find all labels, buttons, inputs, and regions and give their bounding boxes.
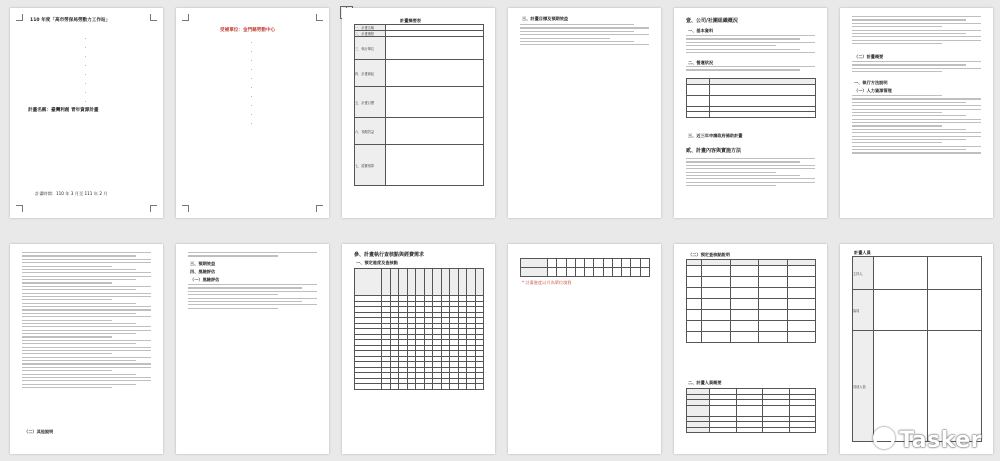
body-text: [852, 61, 981, 75]
subheading: 一、執行方法說明: [854, 80, 888, 85]
body-text: [188, 284, 317, 311]
page-10[interactable]: [508, 244, 661, 454]
dotted-guide: [85, 38, 86, 110]
crop-mark: [182, 205, 189, 212]
section-heading: 參、計畫執行查核點與經費需求: [354, 252, 425, 258]
crop-mark: [316, 205, 323, 212]
page-2[interactable]: [176, 8, 329, 218]
page-4[interactable]: [508, 8, 661, 218]
cover-title: 110 年度「高市勞保局勞動力工作站」: [30, 18, 111, 23]
table-cell: 七、經費預算: [355, 145, 386, 186]
subheading: 三、近三年申請政府補助計畫: [688, 133, 743, 138]
table-cell: 主持人: [853, 257, 874, 290]
subheading: （二）預定查核點說明: [688, 252, 730, 257]
body-text: [686, 158, 815, 188]
ops-table: [686, 78, 816, 118]
section-heading: 三、計畫目標及預期效益: [522, 16, 569, 21]
subheading: 二、計畫人員概要: [688, 380, 722, 385]
footnote: * 計畫進度以月為單位填寫: [522, 280, 572, 285]
staff-table: [686, 388, 816, 433]
table-cell: 六、預期效益: [355, 118, 386, 145]
tasker-logo-icon: [873, 427, 895, 449]
summary-heading: 計畫摘要表: [400, 18, 421, 23]
milestone-table: [354, 268, 484, 390]
crop-mark: [16, 14, 23, 21]
checkpoint-table: [686, 259, 816, 343]
subheading: 四、風險評估: [190, 269, 216, 274]
subheading: 一、基本資料: [688, 28, 714, 33]
table-cell: 二、計畫期程: [355, 31, 386, 37]
page-7[interactable]: [10, 244, 163, 454]
page-1[interactable]: [10, 8, 163, 218]
body-text: [520, 24, 649, 48]
table-cell: 四、計畫緣起: [355, 60, 386, 87]
page-5[interactable]: [674, 8, 827, 218]
page-3[interactable]: [342, 8, 495, 218]
body-text: [852, 95, 981, 156]
crop-mark: [16, 205, 23, 212]
cover-footer: 計畫時間：110 年 3 月至 111 年 2 月: [35, 191, 108, 196]
brand-text: Tasker: [899, 428, 982, 453]
subheading: 三、預期效益: [190, 261, 216, 266]
subheading: （一）人力資源管理: [854, 88, 892, 93]
summary-table: [354, 24, 484, 186]
crop-mark: [316, 14, 323, 21]
subheading: 一、預定進度及查核點: [356, 260, 398, 265]
dotted-guide: [251, 42, 252, 132]
crop-mark: [150, 205, 157, 212]
page-12[interactable]: [840, 244, 993, 454]
crop-mark: [182, 14, 189, 21]
tasker-watermark: [873, 427, 982, 453]
page-6[interactable]: [840, 8, 993, 218]
page-9[interactable]: [342, 244, 495, 454]
crop-mark: [150, 14, 157, 21]
personnel-table: [852, 256, 982, 442]
grantee-label: 受補單位：金門縣勞動中心: [220, 28, 276, 33]
subheading: 計畫人員: [854, 250, 871, 255]
subheading: （二）計畫概要: [854, 54, 884, 59]
subheading: （二）其他說明: [24, 429, 54, 434]
cover-subtitle: 計畫名稱：臺灣利創 青年資源計畫: [28, 108, 99, 113]
page-11[interactable]: [674, 244, 827, 454]
progress-table: [520, 258, 650, 277]
subheading: 二、營運狀況: [688, 60, 714, 65]
table-cell: 五、計畫目標: [355, 87, 386, 118]
body-text: [852, 16, 981, 46]
body-text: [188, 252, 317, 259]
body-text: [686, 66, 815, 73]
subheading: （一）風險評估: [190, 277, 220, 282]
body-text: [22, 252, 151, 390]
table-cell: 三、執行單位: [355, 37, 386, 60]
body-text: [686, 35, 815, 55]
section-heading: 貳、計畫內容與實施方法: [686, 148, 742, 154]
table-cell: 其他人員: [853, 331, 874, 442]
page-8[interactable]: [176, 244, 329, 454]
table-cell: 協同: [853, 290, 874, 331]
section-heading: 壹、公司/社團組織概況: [686, 18, 738, 24]
table-cell: 一、計畫名稱: [355, 25, 386, 31]
